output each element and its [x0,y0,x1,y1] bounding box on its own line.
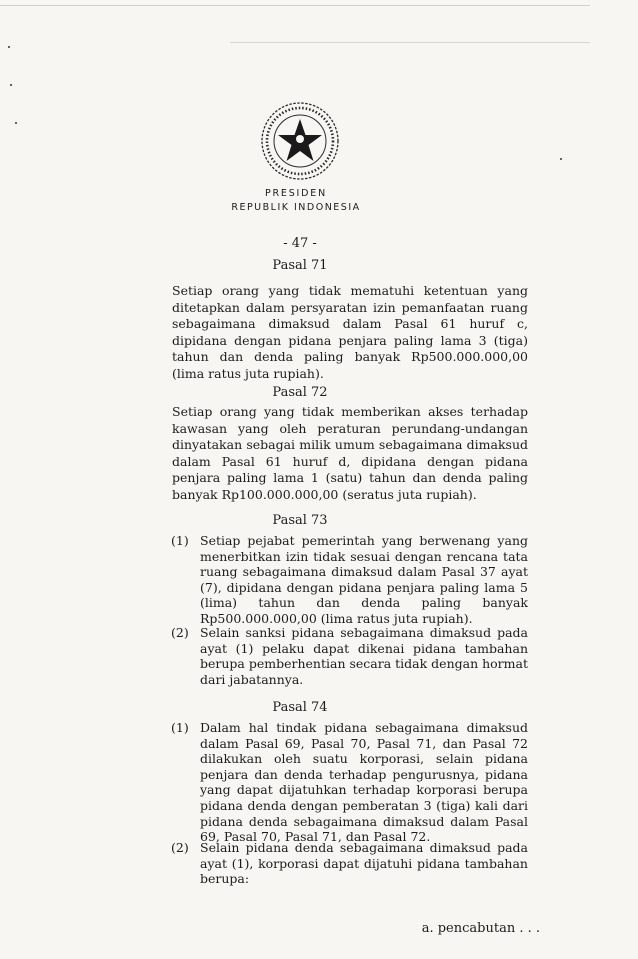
scan-artifact-line [230,42,590,43]
item-text: Dalam hal tindak pidana sebagaimana dimaksud dalam Pasal 69, Pasal 70, Pasal 71, dan Pasal 72 dilakukan oleh suatu korporasi, selain pidana penjara dan denda terhadap pengurusnya, pidana yang dapat dijatuhkan terhadap korporasi berupa pidana denda dengan pemberatan 3 (tiga) kali dari pidana denda sebagaimana dimaksud dalam Pasal 69, Pasal 70, Pasal 71, dan Pasal 72. [200,720,528,845]
header-presiden: PRESIDEN [265,188,327,199]
item-number: (2) [171,840,189,855]
scan-speck [15,122,17,124]
article-paragraph: Setiap orang yang tidak mematuhi ketentuan yang ditetapkan dalam persyaratan izin pemanfaatan ruang sebagaimana dimaksud dalam Pasal 61 huruf c, dipidana dengan pidana penjara paling lama 3 (tiga) tahun dan denda paling banyak Rp500.000.000,00 (lima ratus juta rupiah). [172,283,528,381]
header-republik-indonesia: REPUBLIK INDONESIA [231,202,361,213]
item-text: Setiap pejabat pemerintah yang berwenang yang menerbitkan izin tidak sesuai dengan rencana tata ruang sebagaimana dimaksud dalam Pasal 37 ayat (7), dipidana dengan pidana penjara paling lama 5 (lima) tahun dan denda paling banyak Rp500.000.000,00 (lima ratus juta rupiah). [200,533,528,626]
page-number: - 47 - [283,236,317,251]
article-paragraph: Setiap orang yang tidak memberikan akses terhadap kawasan yang oleh peraturan perundang-undangan dinyatakan sebagai milik umum sebagaimana dimaksud dalam Pasal 61 huruf d, dipidana dengan pidana penjara paling lama 1 (satu) tahun dan denda paling banyak Rp100.000.000,00 (seratus juta rupiah). [172,404,528,502]
continuation-text: a. pencabutan . . . [421,921,540,936]
article-title-pasal-74: Pasal 74 [272,700,328,715]
item-number: (1) [171,720,189,735]
item-number: (1) [171,533,189,548]
item-text: Selain pidana denda sebagaimana dimaksud pada ayat (1), korporasi dapat dijatuhi pidana tambahan berupa: [200,840,528,887]
garuda-emblem-icon [257,98,343,184]
scan-speck [10,84,12,86]
article-title-pasal-73: Pasal 73 [272,513,328,528]
article-title-pasal-72: Pasal 72 [272,385,328,400]
scan-speck [8,46,10,48]
item-number: (2) [171,625,189,640]
scan-speck [560,158,562,160]
item-text: Selain sanksi pidana sebagaimana dimaksud pada ayat (1) pelaku dapat dikenai pidana tambahan berupa pemberhentian secara tidak dengan hormat dari jabatannya. [200,625,528,687]
article-title-pasal-71: Pasal 71 [272,258,328,273]
scan-artifact-line [0,5,590,6]
